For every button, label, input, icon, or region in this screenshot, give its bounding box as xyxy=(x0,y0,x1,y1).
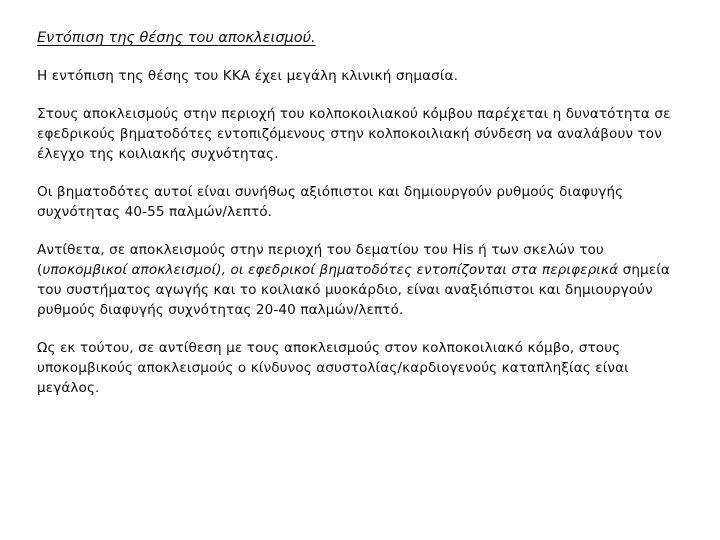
paragraph-4-italic-text: υποκομβικοί αποκλεισμοί), οι εφεδρικοί βηματοδότες εντοπίζονται στα περιφερικά xyxy=(42,262,619,278)
slide-title: Εντόπιση της θέσης του αποκλεισμού. xyxy=(37,30,316,46)
paragraph-5: Ως εκ τούτου, σε αντίθεση με τους αποκλεισμούς στον κολποκοιλιακό κόμβο, στους υποκομβικούς αποκλεισμούς ο κίνδυνος ασυστολίας/καρδιογενούς καταπληξίας είναι μεγάλος. xyxy=(37,340,629,396)
paragraph-4-text-end: σημεία του συστήματος αγωγής και το κοιλιακό μυοκάρδιο, είναι αναξιόπιστοι και δημιουργούν ρυθμούς διαφυγής συχνότητας 20-40 παλμών/λεπτό. xyxy=(37,262,670,318)
paragraph-1: Η εντόπιση της θέσης του ΚΚΑ έχει μεγάλη κλινική σημασία. xyxy=(37,68,459,84)
paragraph-2: Στους αποκλεισμούς στην περιοχή του κολποκοιλιακού κόμβου παρέχεται η δυνατότητα σε εφεδρικούς βηματοδότες εντοπιζόμενους στην κολποκοιλιακή σύνδεση να αναλάβουν τον έλεγχο της κοιλιακής συχνότητας. xyxy=(37,106,671,162)
paragraph-3: Οι βηματοδότες αυτοί είναι συνήθως αξιόπιστοι και δημιουργούν ρυθμούς διαφυγής συχνότητας 40-55 παλμών/λεπτό. xyxy=(37,184,624,220)
paragraph-4-text-start: Αντίθετα, σε αποκλεισμούς στην περιοχή του δεματίου του His ή των σκελών του ( xyxy=(37,242,604,278)
paragraph-4 xyxy=(37,240,687,320)
slide-content xyxy=(37,28,687,416)
